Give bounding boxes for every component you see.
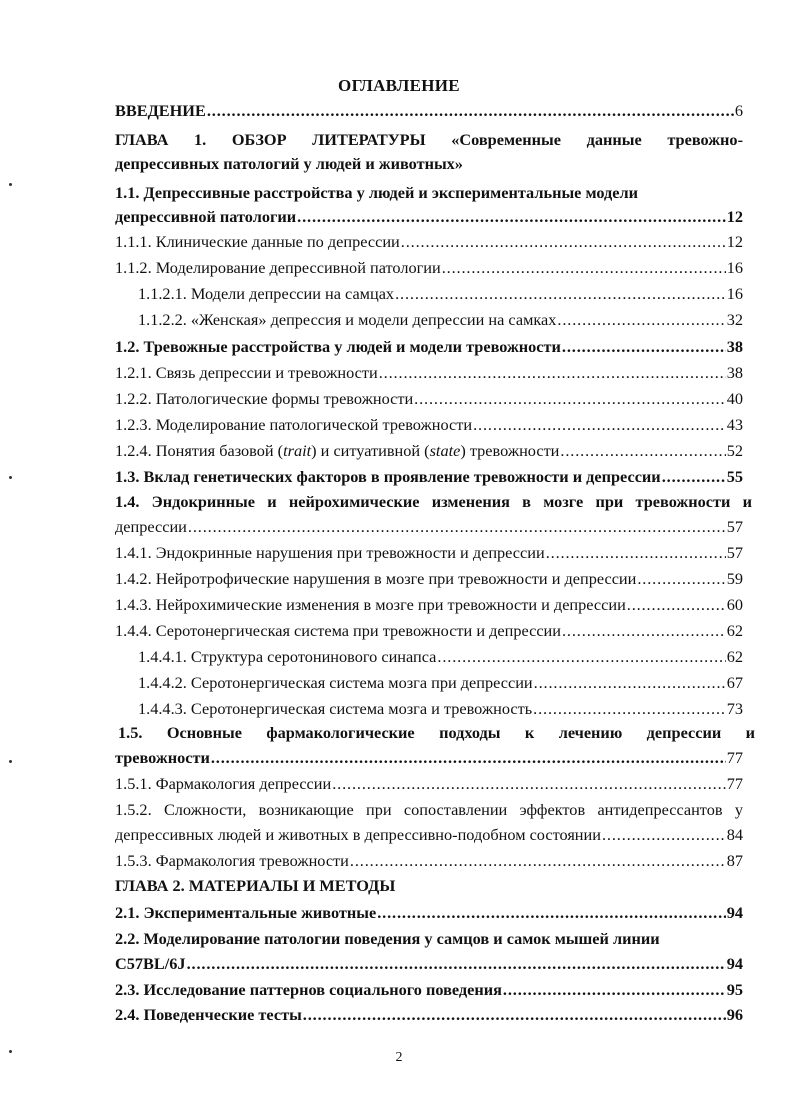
toc-entry[interactable]	[115, 874, 743, 898]
toc-entry[interactable]	[115, 746, 743, 770]
toc-leader	[437, 645, 725, 669]
toc-page-number: 73	[726, 699, 743, 718]
toc-entry-text: 1.1. Депрессивные расстройства у людей и экспериментальные модели	[115, 183, 638, 202]
toc-leader	[211, 746, 726, 770]
toc-leader	[503, 978, 726, 1002]
toc-entry[interactable]	[115, 152, 743, 176]
toc-entry-text: C57BL/6J	[115, 954, 186, 973]
toc-entry-text: 2.4. Поведенческие тесты	[115, 1005, 302, 1024]
toc-leader	[377, 901, 726, 925]
toc-text-italic: state	[429, 441, 461, 460]
toc-leader	[562, 335, 726, 359]
toc-page-number: 77	[726, 774, 743, 793]
toc-leader	[188, 515, 726, 539]
toc-entry[interactable]	[115, 593, 743, 617]
toc-entry-text: тревожности	[115, 748, 210, 767]
toc-entry[interactable]	[115, 205, 743, 229]
toc-entry[interactable]	[115, 901, 743, 925]
toc-entry[interactable]	[115, 619, 743, 643]
toc-page-number: 94	[726, 954, 743, 973]
toc-page-number: 77	[726, 748, 743, 767]
scan-artifact	[9, 183, 12, 186]
toc-page-number: 96	[726, 1005, 743, 1024]
toc-entry-text: 1.5.1. Фармакология депрессии	[115, 774, 332, 793]
toc-leader	[303, 1003, 726, 1027]
toc-text-part: ) тревожности	[460, 441, 560, 460]
toc-page-number: 40	[726, 389, 743, 408]
toc-entry[interactable]	[115, 465, 743, 489]
toc-page-number: 94	[726, 903, 743, 922]
toc-page-number: 32	[726, 310, 743, 329]
toc-text-part: ) и ситуативной (	[311, 441, 430, 460]
toc-entry-text: 1.5.3. Фармакология тревожности	[115, 851, 349, 870]
toc-page-number: 95	[726, 980, 743, 999]
toc-text-part: 1.2.4. Понятия базовой (	[115, 441, 284, 460]
toc-leader	[602, 823, 726, 847]
toc-page-number: 60	[726, 595, 743, 614]
toc-entry-text: 1.2.2. Патологические формы тревожности	[115, 389, 414, 408]
toc-entry-text: 1.1.2. Моделирование депрессивной патологии	[115, 258, 441, 277]
toc-entry[interactable]	[138, 671, 743, 695]
toc-entry-text: 1.4.4.1. Структура серотонинового синапса	[138, 647, 437, 666]
toc-entry-text: 1.4.2. Нейротрофические нарушения в мозге при тревожности и депрессии	[115, 569, 637, 588]
toc-text-italic: trait	[283, 441, 312, 460]
toc-page-number: 87	[726, 851, 743, 870]
toc-entry-text: 1.4.1. Эндокринные нарушения при тревожности и депрессии	[115, 543, 545, 562]
toc-leader	[627, 593, 726, 617]
toc-entry[interactable]: 1.5.2. Сложности, возникающие при сопоставлении эффектов антидепрессантов у	[115, 800, 743, 819]
toc-entry-text: 1.2. Тревожные расстройства у людей и модели тревожности	[115, 337, 561, 356]
toc-page-number: 62	[726, 647, 743, 666]
toc-entry-text: 1.1.1. Клинические данные по депрессии	[115, 232, 400, 251]
toc-entry[interactable]	[115, 1003, 743, 1027]
toc-entry-text: ВВЕДЕНИЕ	[115, 101, 206, 120]
toc-entry[interactable]	[115, 361, 743, 385]
toc-page-number: 6	[734, 101, 743, 120]
toc-page-number: 38	[726, 363, 743, 382]
toc-entry[interactable]	[115, 181, 743, 205]
toc-leader	[395, 282, 726, 306]
toc-entry-text: 1.2.1. Связь депрессии и тревожности	[115, 363, 378, 382]
toc-entry-text: депрессии	[115, 517, 187, 536]
toc-entry-text: 2.3. Исследование паттернов социального поведения	[115, 980, 502, 999]
toc-leader	[562, 619, 726, 643]
toc-leader	[662, 465, 726, 489]
toc-page-number: 67	[726, 673, 743, 692]
toc-page-number: 84	[726, 825, 743, 844]
toc-leader	[414, 387, 726, 411]
toc-entry-text	[115, 439, 559, 463]
toc-leader	[401, 230, 726, 254]
toc-entry-text: 1.4.4.2. Серотонергическая система мозга при депрессии	[138, 673, 533, 692]
toc-entry[interactable]	[138, 697, 743, 721]
toc-entry[interactable]	[115, 952, 743, 976]
toc-entry[interactable]: 1.4. Эндокринные и нейрохимические изменения в мозге при тревожности и	[115, 492, 752, 511]
toc-entry[interactable]	[115, 567, 743, 591]
toc-entry-text: 1.4.4. Серотонергическая система при тревожности и депрессии	[115, 621, 561, 640]
toc-entry[interactable]	[138, 645, 743, 669]
toc-leader	[533, 697, 726, 721]
toc-page-number: 57	[726, 543, 743, 562]
toc-leader	[546, 541, 726, 565]
toc-entry[interactable]	[138, 282, 743, 306]
toc-leader	[534, 671, 726, 695]
toc-leader	[379, 361, 726, 385]
toc-page-number: 38	[726, 337, 743, 356]
scan-artifact	[9, 476, 12, 479]
toc-page-number: 62	[726, 621, 743, 640]
toc-entry[interactable]	[115, 927, 743, 951]
scan-artifact	[9, 760, 12, 763]
toc-entry[interactable]	[115, 335, 743, 359]
toc-entry[interactable]	[115, 387, 743, 411]
toc-entry[interactable]	[115, 230, 743, 254]
toc-page-number: 52	[726, 441, 743, 460]
toc-entry[interactable]	[115, 99, 743, 123]
toc-entry[interactable]	[115, 541, 743, 565]
toc-entry-text: 1.1.2.2. «Женская» депрессия и модели депрессии на самках	[138, 310, 557, 329]
toc-leader	[297, 205, 726, 229]
toc-leader	[560, 439, 725, 463]
toc-entry-text: 2.1. Экспериментальные животные	[115, 903, 377, 922]
toc-entry[interactable]	[115, 256, 743, 280]
toc-leader	[350, 849, 726, 873]
toc-page-number: 43	[726, 415, 743, 434]
toc-page-number: 55	[726, 467, 743, 486]
toc-entry[interactable]	[115, 439, 743, 463]
toc-page-number: 57	[726, 517, 743, 536]
toc-entry-text: 1.2.3. Моделирование патологической тревожности	[115, 415, 473, 434]
toc-title: ОГЛАВЛЕНИЕ	[338, 76, 460, 95]
toc-leader	[332, 772, 726, 796]
toc-entry-text: депрессивных людей и животных в депрессивно-подобном состоянии	[115, 825, 601, 844]
toc-entry-text: депрессивных патологий у людей и животных»	[115, 154, 463, 173]
toc-leader	[473, 413, 726, 437]
toc-page-number: 59	[726, 569, 743, 588]
toc-entry[interactable]: ГЛАВА 1. ОБЗОР ЛИТЕРАТУРЫ «Современные данные тревожно-	[115, 130, 743, 149]
scan-artifact	[9, 1050, 12, 1053]
toc-page-number: 12	[726, 232, 743, 251]
toc-entry-text: ГЛАВА 2. МАТЕРИАЛЫ И МЕТОДЫ	[115, 876, 396, 895]
toc-entry-text: 1.4.4.3. Серотонергическая система мозга и тревожность	[138, 699, 533, 718]
toc-page-number: 12	[726, 207, 743, 226]
toc-leader	[557, 308, 725, 332]
page-number: 2	[395, 1050, 403, 1065]
toc-entry-text: 1.4.3. Нейрохимические изменения в мозге при тревожности и депрессии	[115, 595, 626, 614]
toc-entry-text: 1.3. Вклад генетических факторов в проявление тревожности и депрессии	[115, 467, 661, 486]
toc-entry[interactable]	[115, 823, 743, 847]
toc-entry[interactable]: 1.5. Основные фармакологические подходы к лечению депрессии и	[118, 723, 755, 742]
toc-entry[interactable]	[115, 413, 743, 437]
toc-entry[interactable]	[115, 772, 743, 796]
toc-entry-text: депрессивной патологии	[115, 207, 297, 226]
toc-entry-text: 2.2. Моделирование патологии поведения у самцов и самок мышей линии	[115, 929, 660, 948]
toc-entry[interactable]	[115, 978, 743, 1002]
toc-page-number: 16	[726, 284, 743, 303]
toc-page-number: 16	[726, 258, 743, 277]
toc-entry[interactable]	[115, 849, 743, 873]
toc-entry[interactable]	[115, 515, 743, 539]
toc-entry-text: 1.1.2.1. Модели депрессии на самцах	[138, 284, 395, 303]
toc-leader	[207, 99, 734, 123]
toc-leader	[187, 952, 726, 976]
toc-leader	[637, 567, 725, 591]
toc-leader	[442, 256, 726, 280]
toc-entry[interactable]	[138, 308, 743, 332]
